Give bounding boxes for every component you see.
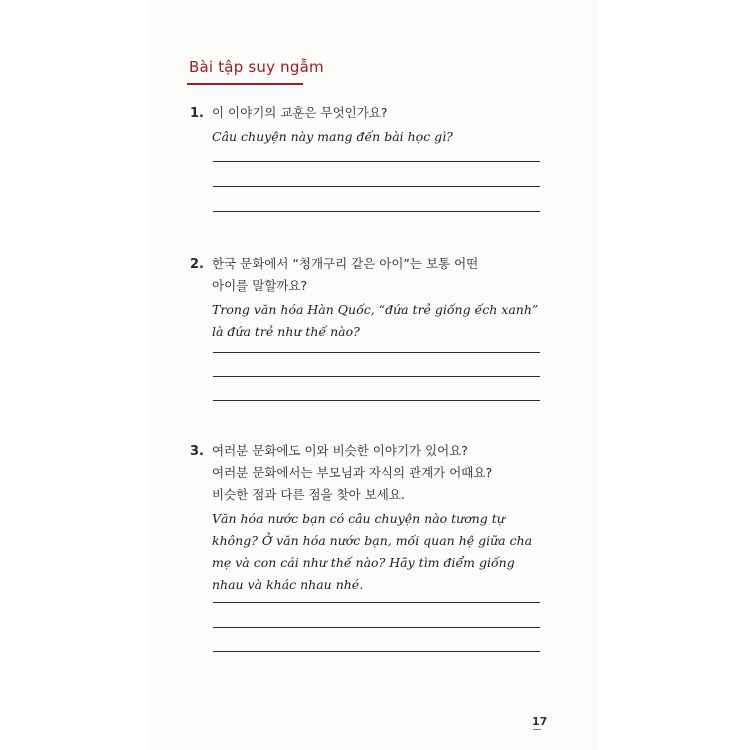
answer-line <box>213 400 540 401</box>
answer-line <box>213 651 540 652</box>
answer-line <box>213 352 540 353</box>
question-number: 1. <box>190 106 204 121</box>
question-2 <box>190 253 550 343</box>
question-korean-line: 이 이야기의 교훈은 무엇인가요? <box>212 105 388 120</box>
answer-line <box>213 161 540 162</box>
answer-line <box>213 627 540 628</box>
question-korean-line: 비슷한 점과 다른 점을 찾아 보세요. <box>212 487 405 502</box>
question-1 <box>190 102 550 148</box>
question-3 <box>190 440 550 596</box>
section-heading: Bài tập suy ngẫm <box>189 58 324 76</box>
page-number: 17 <box>532 715 548 728</box>
question-korean-line: 여러분 문화에도 이와 비슷한 이야기가 있어요? <box>212 443 468 458</box>
question-korean-line: 아이를 말할까요? <box>212 278 308 293</box>
question-vietnamese: Trong văn hóa Hàn Quốc, “đứa trẻ giống ếch xanh” là đứa trẻ như thế nào? <box>212 302 539 339</box>
answer-line <box>213 211 540 212</box>
question-number: 2. <box>190 257 204 272</box>
answer-line <box>213 602 540 603</box>
question-vietnamese: Câu chuyện này mang đến bài học gì? <box>212 129 453 144</box>
answer-line <box>213 186 540 187</box>
question-number: 3. <box>190 444 204 459</box>
question-korean-line: 한국 문화에서 “청개구리 같은 아이”는 보통 어떤 <box>212 256 479 271</box>
question-korean-line: 여러분 문화에서는 부모님과 자식의 관계가 어때요? <box>212 465 493 480</box>
question-vietnamese: Văn hóa nước bạn có câu chuyện nào tương tự không? Ở văn hóa nước bạn, mối quan hệ giữa cha mẹ và con cái như thế nào? Hãy tìm điểm giống nhau và khác nhau nhé. <box>212 511 533 592</box>
book-page <box>150 0 596 750</box>
heading-underline <box>187 83 303 85</box>
answer-line <box>213 376 540 377</box>
page-number-rule <box>533 729 541 730</box>
